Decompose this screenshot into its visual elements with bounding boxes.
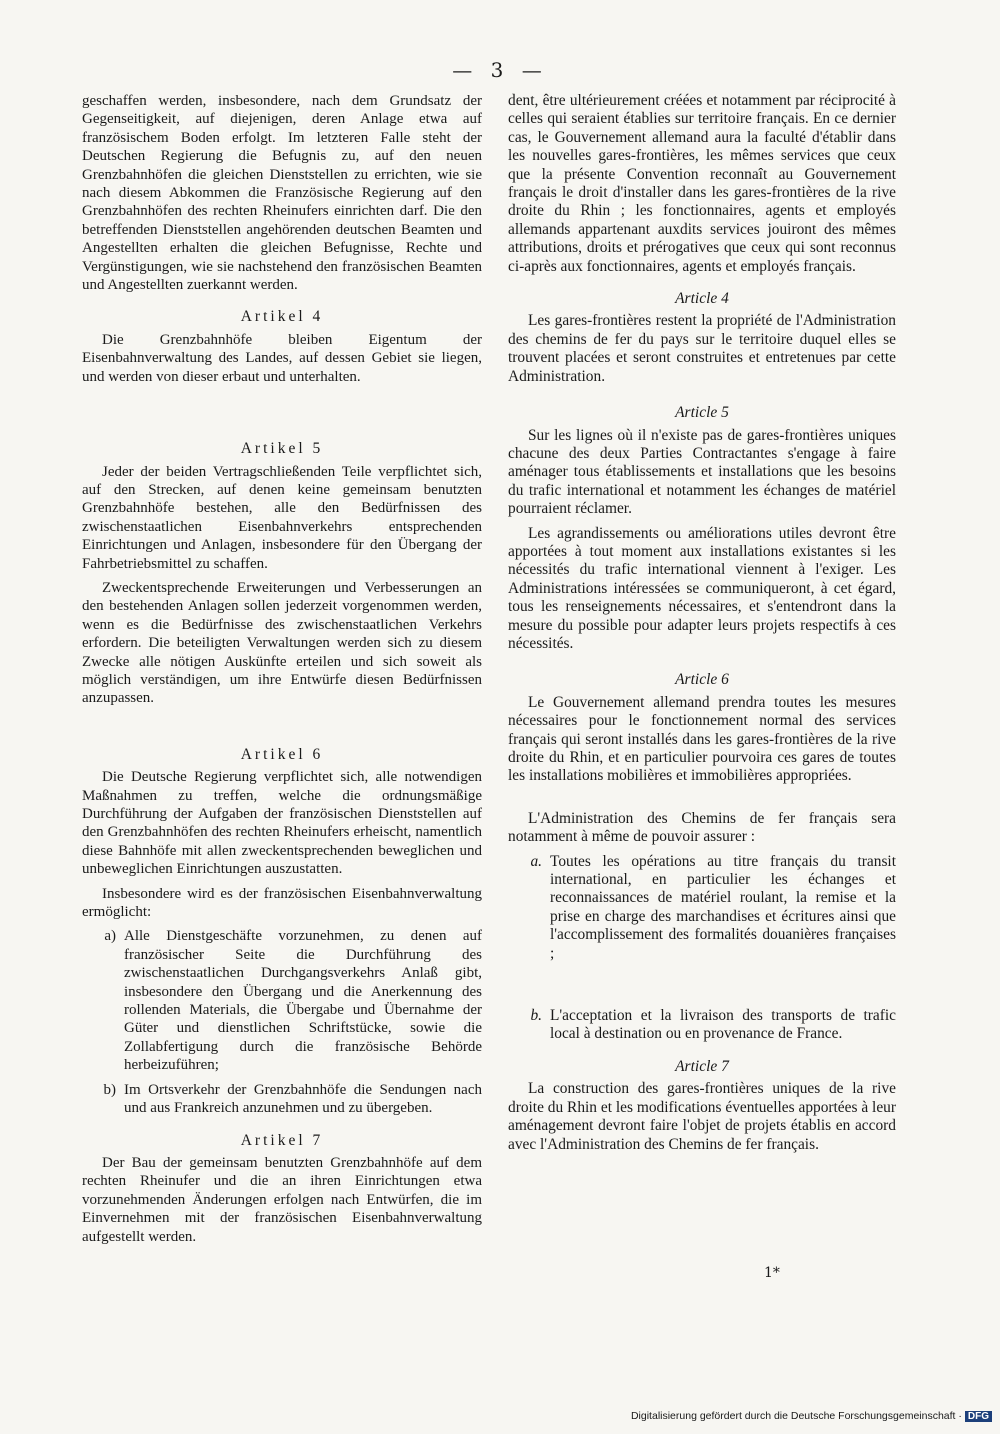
french-article-6-item-a [508, 853, 896, 963]
page-number: — 3 — [452, 58, 548, 82]
french-item-a-text: Toutes les opérations au titre français du transit international, en particulier les échanges et reconnaissances de matériel roulant, la remise et la prise en charge des marchandises et écritures ainsi que l'accomplissement des formalités douanières françaises ; [550, 852, 896, 962]
german-article-4-text: Die Grenzbahnhöfe bleiben Eigentum der Eisenbahnverwaltung des Landes, auf dessen Gebiet sie liegen, und werden von dieser erbaut und unterhalten. [82, 331, 482, 385]
signature-mark: 1* [764, 1265, 780, 1281]
digitization-credit [608, 1410, 992, 1422]
german-article-4-title: Artikel 4 [240, 308, 324, 326]
german-article-6-item-b [82, 1081, 482, 1118]
german-article-5-title: Artikel 5 [240, 440, 324, 458]
german-article-5-text-2: Zweckentsprechende Erweiterungen und Verbesserungen an den bestehenden Anlagen sollen jederzeit vorgenommen werden, wenn es die Bedürfnisse des zwischenstaatlichen Verkehrs erfordern. Die beteiligten Verwaltungen werden sich zu diesem Zwecke alle nötigen Auskünfte erteilen und sich soweit als möglich verständigen, um ihre Entwürfe diesen Bedürfnissen anzupassen. [82, 579, 482, 707]
french-article-6-text-2: L'Administration des Chemins de fer français sera notamment à même de pouvoir assurer : [508, 809, 896, 846]
french-article-6-title: Article 6 [675, 671, 729, 689]
french-intro: dent, être ultérieurement créées et notamment par réciprocité à celles qui seraient établies sur territoire français. En ce dernier cas, le Gouvernement allemand aura la faculté d'établir dans les nouvelles gares-frontières, les mêmes services que ceux que la présente Convention reconnaît au Gouvernement français le droit d'installer dans les gares-frontières de la rive droite du Rhin ; les fonctionnaires, agents et employés allemands appartenant auxdits services jouiront des mêmes attributions, droits et prérogatives que ceux qui sont reconnus ci-après aux fonctionnaires, agents et employés français. [508, 92, 896, 275]
german-item-a-marker: a) [104, 928, 116, 945]
german-article-5-text-1: Jeder der beiden Vertragschließenden Teile verpflichtet sich, auf den Strecken, auf denen keine gemeinsam benutzten Grenzbahnhöfe bestehen, alle den Bedürfnissen des zwischenstaatlichen Eisenbahnverkehrs entsprechenden Einrichtungen und Anlagen, insbesondere für den Übergang der Fahrbetriebsmittel zu schaffen. [82, 463, 482, 572]
german-article-7-text: Der Bau der gemeinsam benutzten Grenzbahnhöfe auf dem rechten Rheinufer und die an ihren Einrichtungen etwa vorzunehmenden Änderungen erfolgen nach Entwürfen, die im Einvernehmen mit der französischen Eisenbahnverwaltung aufgestellt werden. [82, 1154, 482, 1245]
french-item-b-text: L'acceptation et la livraison des transports de trafic local à destination ou en provenance de France. [550, 1007, 896, 1043]
german-article-6-item-a [82, 927, 482, 1074]
german-column [82, 92, 482, 1252]
french-item-a-marker: a. [530, 852, 542, 870]
french-article-6-item-b [508, 1007, 896, 1044]
french-item-b-marker: b. [530, 1007, 542, 1025]
french-article-6-text-1: Le Gouvernement allemand prendra toutes les mesures nécessaires pour le fonctionnement normal des services français qui seront installés dans les gares-frontières de la rive droite du Rhin, et en particulier pourvoira ces gares de toutes les installations mobilières et immobilières appropriées. [508, 693, 896, 785]
german-item-b-text: Im Ortsverkehr der Grenzbahnhöfe die Sendungen nach und aus Frankreich anzunehmen und zu übergeben. [124, 1081, 482, 1117]
french-article-5-text-1: Sur les lignes où il n'existe pas de gares-frontières uniques chacune des deux Parties Contractantes s'engage à faire aménager tous établissements et installations que les besoins du trafic international et notamment les échanges de matériel pourraient réclamer. [508, 426, 896, 518]
french-article-4-title: Article 4 [675, 290, 729, 308]
german-article-7-title: Artikel 7 [240, 1131, 324, 1149]
german-article-6-text-2: Insbesondere wird es der französischen Eisenbahnverwaltung ermöglicht: [82, 885, 482, 921]
german-intro: geschaffen werden, insbesondere, nach dem Grundsatz der Gegenseitigkeit, auf diejenigen, deren Anlage etwa auf französischem Boden erfolgt. Im letzteren Falle steht der Deutschen Regierung die Befugnis zu, auf den neuen Grenzbahnhöfen die gleichen Dienststellen zu errichten, wie sie nach diesem Abkommen die Französische Regierung auf den Grenzbahnhöfen des rechten Rheinufers einrichten darf. Die den betreffenden Dienststellen angehörenden deutschen Beamten und Angestellten erhalten die gleichen Befugnisse, Rechte und Vergünstigungen, wie sie nachstehend den französischen Beamten und Angestellten zuerkannt werden. [82, 93, 482, 294]
german-article-6-title: Artikel 6 [240, 745, 324, 763]
french-article-4-text: Les gares-frontières restent la propriété de l'Administration des chemins de fer du pays sur le territoire duquel elles se trouvent placées et seront construites et entretenues par cette Administration. [508, 312, 896, 385]
french-article-7-text: La construction des gares-frontières uniques de la rive droite du Rhin et les modifications éventuelles apportées à leur aménagement devront faire l'objet de projets établis en accord avec l'Administration des Chemins de fer français. [508, 1080, 896, 1153]
german-article-6-text-1: Die Deutsche Regierung verpflichtet sich, alle notwendigen Maßnahmen zu treffen, welche die ordnungsmäßige Durchführung der Aufgaben der französischen Dienststellen auf den Grenzbahnhöfen des rechten Rheinufers erheischt, namentlich diese Bahnhöfe mit allen zweckentsprechenden beweglichen und unbeweglichen Einrichtungen auszustatten. [82, 769, 482, 878]
german-item-b-marker: b) [103, 1081, 116, 1098]
digitization-credit-text: Digitalisierung gefördert durch die Deutsche Forschungsgemeinschaft · [630, 1410, 962, 1422]
french-article-5-text-2: Les agrandissements ou améliorations utiles devront être apportées à tout moment aux installations existantes si les nécessités du trafic international viennent à l'exiger. Les Administrations intéressées se communiqueront, à cet égard, tous les renseignements nécessaires, et s'entendront dans la mesure du possible pour adapter leurs projets respectifs à ces nécessités. [508, 524, 896, 652]
dfg-logo: DFG [965, 1411, 992, 1422]
french-column [508, 92, 896, 1160]
german-item-a-text: Alle Dienstgeschäfte vorzunehmen, zu denen auf französischer Seite die Durchführung des zwischenstaatlichen Durchgangsverkehrs Anlaß gibt, insbesondere den Übergang und die Anerkennung des rollenden Materials, die Übergabe und Übernahme der Güter und dienstlichen Schriftstücke, sowie die Zollabfertigung durch die französische Behörde herbeizuführen; [124, 928, 482, 1074]
french-article-5-title: Article 5 [675, 404, 729, 422]
french-article-7-title: Article 7 [675, 1057, 729, 1075]
